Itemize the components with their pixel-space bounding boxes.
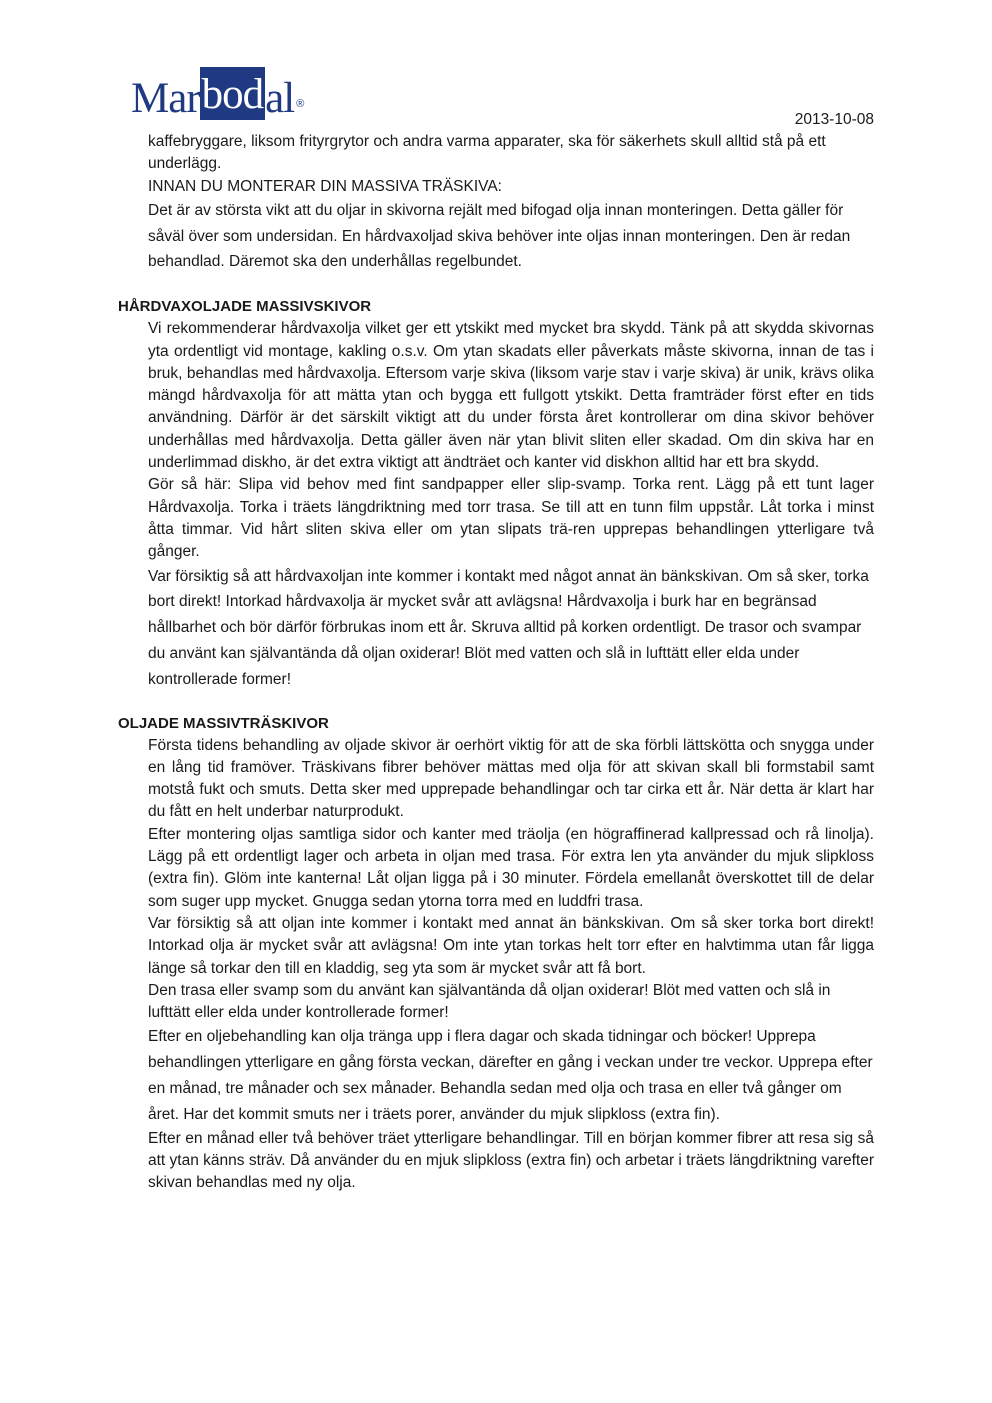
marbodal-logo (131, 68, 303, 120)
logo-text-mid: bod (200, 67, 266, 120)
intro-subheading: INNAN DU MONTERAR DIN MASSIVA TRÄSKIVA: (148, 177, 502, 195)
section1-paragraph: Vi rekommenderar hårdvaxolja vilket ger ett ytskikt med mycket bra skydd. Tänk på att skydda skivornas yta ordentligt vid montage, kakling o.s.v. Om ytan skadats eller påverkats måste skivorna, innan de tas i bruk, behandlas med hårdvaxolja. Eftersom varje skiva (liksom varje stav i varje skiva) är unik, krävs olika mängd hårdvaxolja för att mätta ytan och bygga ett fullgott ytskikt. Detta framträder först efter en tids användning. Därför är det särskilt viktigt att du under första året kontrollerar om dina skivor behöver underhållas med hårdvaxolja. Detta gäller även när ytan blivit sliten eller skadad. Om din skiva har en underlimmad diskho, är det extra viktigt att ändträet och kanter vid diskhon alltid har ett bra skydd. (148, 320, 874, 472)
document-body (118, 131, 874, 1194)
section1-paragraph: Gör så här: Slipa vid behov med fint sandpapper eller slip-svamp. Torka rent. Lägg på ett tunt lager Hårdvaxolja. Torka i träets längdriktning med torr trasa. Se till att en tunn film uppstår. Låt torka i minst åtta timmar. Vid hårt sliten skiva eller om ytan slipats trä-ren upprepas behandlingen ytterligare två gånger. (148, 476, 874, 561)
section2-paragraph: Den trasa eller svamp som du använt kan självantända då oljan oxiderar! Blöt med vatten och slå in lufttätt eller elda under kontrollerade former! (148, 981, 831, 1022)
section-heading-oljade: OLJADE MASSIVTRÄSKIVOR (118, 714, 329, 732)
intro-paragraph: Det är av största vikt att du oljar in skivorna rejält med bifogad olja innan monteringen. Detta gäller för såväl över som undersidan. En hårdvaxoljad skiva behöver inte oljas innan monteringen. Den är redan behandlad. Däremot ska den underhållas regelbundet. (148, 201, 851, 271)
logo-text-start: Mar (131, 75, 200, 122)
section1-paragraph: Var försiktig så att hårdvaxoljan inte kommer i kontakt med något annat än bänkskivan. Om så sker, torka bort direkt! Intorkad hårdvaxolja är mycket svår att avlägsna! Hårdvaxolja i burk har en begränsad hållbarhet och bör därför förbrukas inom ett år. Skruva alltid på korken ordentligt. De trasor och svampar du använt kan självantända då oljan oxiderar! Blöt med vatten och slå in lufttätt eller elda under kontrollerade former! (148, 567, 869, 688)
section2-paragraph: Efter en månad eller två behöver träet ytterligare behandlingar. Till en början kommer fibrer att resa sig så att ytan känns sträv. Då använder du en mjuk slipkloss (extra fin) och arbetar i träets längdriktning varefter skivan behandlas med ny olja. (148, 1129, 874, 1192)
section2-paragraph: Första tidens behandling av oljade skivor är oerhört viktig för att de ska förbli lättskötta och snygga under en lång tid framöver. Träskivans fibrer behöver mättas med olja för att skivan skall bli formstabil samt motstå fukt och smuts. Detta sker med upprepade behandlingar och tar cirka ett år. När detta är klart har du fått en helt underbar naturprodukt. (148, 736, 874, 821)
document-date: 2013-10-08 (794, 111, 874, 128)
section2-paragraph: Var försiktig så att oljan inte kommer i kontakt med annat än bänkskivan. Om så sker torka bort direkt! Intorkad olja är mycket svår att avlägsna! Om inte ytan torkas helt torr efter en halvtimma utan får ligga länge så torkar den till en kladdig, seg yta som är mycket svår att få bort. (148, 914, 874, 977)
intro-paragraph: kaffebryggare, liksom frityrgrytor och andra varma apparater, ska för säkerhets skull alltid stå på ett underlägg. (148, 133, 826, 173)
logo-text-end: al (265, 75, 295, 122)
logo-registered-mark: ® (296, 98, 304, 110)
section2-paragraph: Efter montering oljas samtliga sidor och kanter med träolja (en högraffinerad kallpressad och rå linolja). Lägg på ett ordentligt lager och arbeta in oljan med trasa. För extra len yta använder du mjuk slipkloss (extra fin). Glöm inte kanterna! Låt oljan ligga på i 30 minuter. Fördela emellanåt överskottet till de delar som suger upp mycket. Gnugga sedan ytorna torra med en luddfri trasa. (148, 825, 874, 910)
section-heading-hardvaxoljade: HÅRDVAXOLJADE MASSIVSKIVOR (118, 298, 372, 316)
section2-paragraph: Efter en oljebehandling kan olja tränga upp i flera dagar och skada tidningar och böcker! Upprepa behandlingen ytterligare en gång första veckan, därefter en gång i veckan under tre veckor. Upprepa efter en månad, tre månader och sex månader. Behandla sedan med olja och trasa en eller två gånger om året. Har det kommit smuts ner i träets porer, använder du mjuk slipkloss (extra fin). (148, 1028, 873, 1123)
